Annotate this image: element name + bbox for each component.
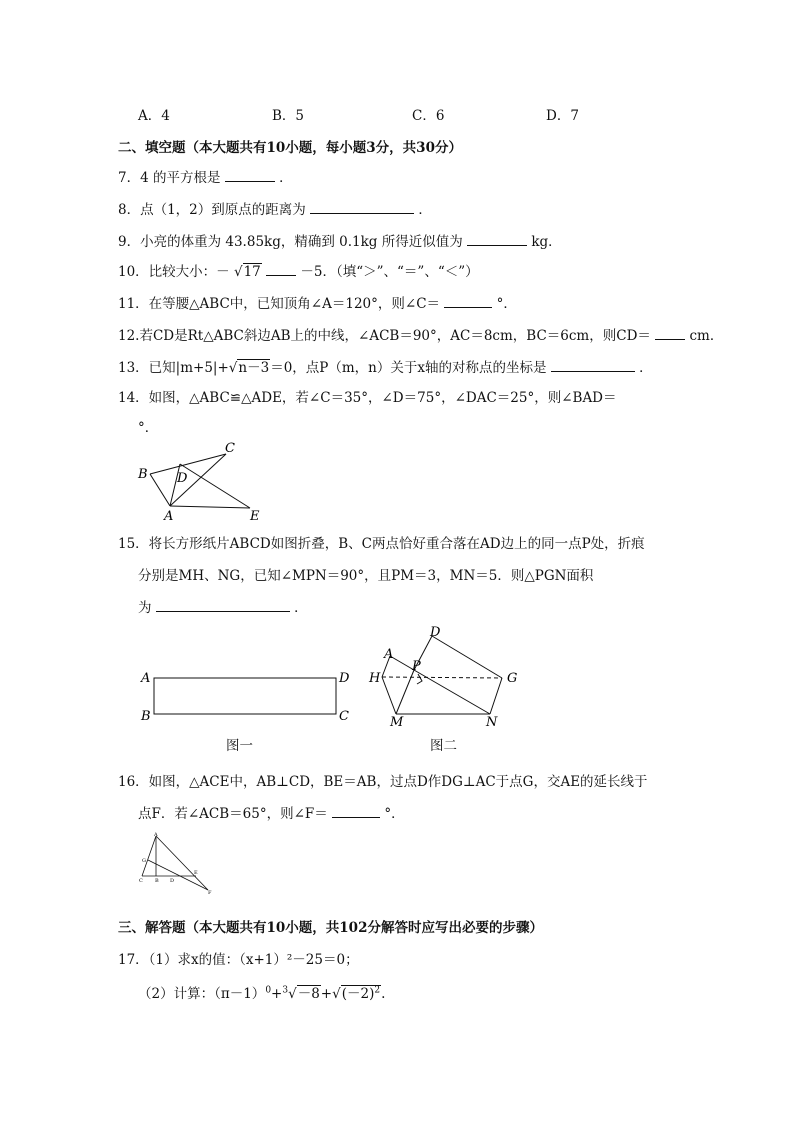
label-a: A [384,647,394,662]
q10-pre: 10．比较大小：－ [118,264,230,280]
option-b: B．5 [272,108,305,124]
label-d: D [430,625,441,640]
label-c: C [339,709,349,724]
q15-figure-1 [138,668,358,726]
q8-end: ． [418,202,432,218]
q17-exponent: 0 [265,985,272,996]
answer-blank[interactable] [266,261,296,276]
cube-root-radicand: －8 [297,986,320,1002]
label-b: B [141,709,151,724]
label-e: E [194,870,198,876]
q10-post: －5．（填“＞”、“＝”、“＜”） [300,264,479,280]
label-a: A [154,832,158,838]
label-e: E [250,509,260,522]
caption-figure-1: 图一 [226,738,253,754]
answer-blank[interactable] [551,357,635,372]
q11-end: °． [496,296,517,312]
q15-end: ． [294,600,308,616]
label-a: A [141,671,151,686]
q13-end: ． [639,360,653,376]
answer-blank[interactable] [310,199,414,214]
q11-text: 11．在等腰△ABC中，已知顶角∠A＝120°，则∠C＝ [118,296,441,312]
section-2-title: 二、填空题（本大题共有10小题，每小题3分，共30分） [118,140,462,156]
label-c: C [139,878,143,884]
caption-figure-2: 图二 [430,738,457,754]
question-15-line-3 [138,596,308,616]
sqrt-sign: √ [332,986,341,1002]
sqrt-sign: √ [228,360,238,376]
question-12 [118,324,723,344]
label-g: G [142,858,146,864]
q8-text: 8．点（1，2）到原点的距离为 [118,202,306,218]
question-17-part-1: 17．（1）求x的值：（x+1）²－25＝0； [118,952,359,968]
question-17-part-2 [138,982,385,1002]
question-14-line-1: 14．如图，△ABC≌△ADE，若∠C＝35°，∠D＝75°，∠DAC＝25°，则∠BAD＝ [118,390,617,406]
label-d: D [170,878,175,884]
question-16-line-1: 16．如图，△ACE中，AB⊥CD，BE＝AB，过点D作DG⊥AC于点G，交AE的延长线于 [118,774,648,790]
q16-line2-text: 点F．若∠ACB＝65°，则∠F＝ [138,806,328,822]
sq-radicand-text: (－2) [341,986,375,1002]
label-f: F [208,890,212,896]
question-11 [118,292,517,312]
q7-end: ． [279,170,293,186]
label-p: P [412,659,421,674]
q13-pre: 13．已知|m+5|+ [118,360,229,376]
label-c: C [225,441,235,456]
answer-blank[interactable] [225,167,275,182]
question-13 [118,356,653,376]
q16-end: °． [384,806,405,822]
option-d: D．7 [546,108,579,124]
q17-line2-pre: （2）计算：（π－1） [138,986,266,1002]
q13-post: ＝0，点P（m，n）关于x轴的对称点的坐标是 [270,360,547,376]
question-9 [118,230,562,250]
answer-blank[interactable] [655,325,685,340]
q9-text: 9．小亮的体重为 43.85kg，精确到 0.1kg 所得近似值为 [118,234,463,250]
sqrt-sign: √ [288,986,297,1002]
answer-blank[interactable] [332,803,380,818]
answer-blank[interactable] [156,597,290,612]
plus-sign: + [320,986,333,1002]
question-15-line-1: 15．将长方形纸片ABCD如图折叠，B、C两点恰好重合落在AD边上的同一点P处，折痕 [118,536,645,552]
label-b: B [155,878,159,884]
question-8 [118,198,432,218]
section-3-title: 三、解答题（本大题共有10小题，共102分解答时应写出必要的步骤） [118,920,543,936]
q13-radicand: n－3 [238,360,270,376]
label-b: B [138,467,148,482]
sq-exponent: 2 [374,985,381,996]
q17-end: . [381,986,386,1002]
label-h: H [369,671,381,686]
sqrt-sign: √ [233,264,243,280]
question-15-line-2: 分别是MH、NG，已知∠MPN＝90°，且PM＝3，MN＝5．则△PGN面积 [138,568,594,584]
question-16-line-2 [138,802,405,822]
label-n: N [486,715,498,730]
q15-line3-text: 为 [138,600,152,616]
q12-end: cm． [689,328,724,344]
question-14-line-2: °． [138,420,159,436]
answer-blank[interactable] [444,293,492,308]
q16-figure [136,830,216,896]
q15-figure-2 [366,624,526,730]
label-g: G [507,671,518,686]
plus-sign: + [271,986,283,1002]
answer-blank[interactable] [467,231,527,246]
question-7 [118,166,293,186]
q10-radicand: 17 [243,264,261,280]
square-root-radicand [341,985,381,1002]
label-d: D [339,671,350,686]
label-d: D [177,471,188,486]
q7-text: 7．4 的平方根是 [118,170,221,186]
cube-root-index: 3 [282,985,289,996]
question-10 [118,260,479,280]
q12-text: 12.若CD是Rt△ABC斜边AB上的中线，∠ACB＝90°，AC＝8cm，BC＝6cm，则CD＝ [118,328,651,344]
option-a: A．4 [138,108,170,124]
q14-figure [130,438,270,522]
q9-end: kg． [531,234,562,250]
label-a: A [164,509,174,522]
label-m: M [390,715,404,730]
option-c: C．6 [412,108,445,124]
